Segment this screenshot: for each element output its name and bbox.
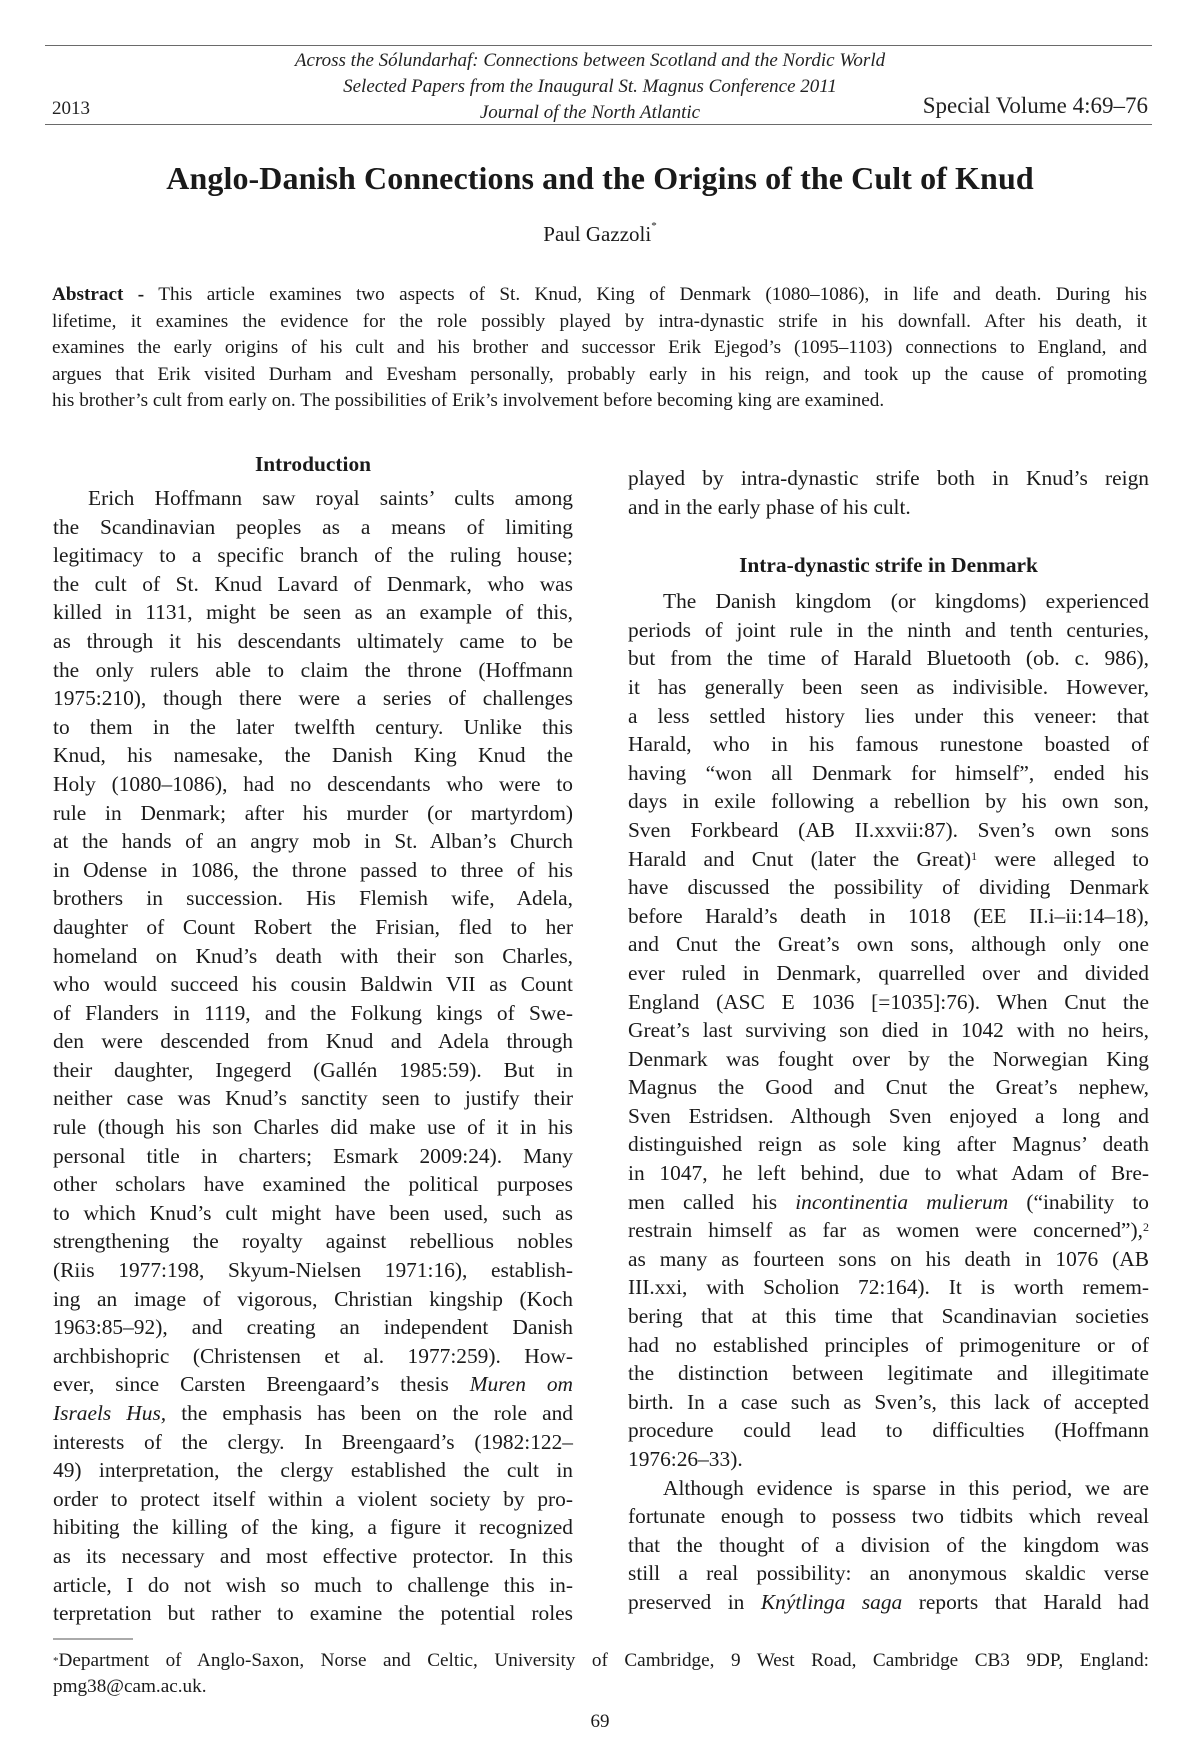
body-line: in 1047, he left behind, due to what Adam of Bre- (628, 1161, 1149, 1186)
body-line: The Danish kingdom (or kingdoms) experienced (663, 589, 1149, 614)
body-line: it has generally been seen as indivisible. However, (628, 674, 1149, 699)
body-line: Denmark was fought over by the Norwegian King (628, 1046, 1149, 1071)
body-line: procedure could lead to difficulties (Hoffmann (628, 1418, 1149, 1443)
body-line: 49) interpretation, the clergy established the cult in (53, 1458, 573, 1483)
body-line: 1976:26–33). (628, 1447, 743, 1471)
body-line: a less settled history lies under this veneer: that (628, 703, 1149, 728)
body-line: the Scandinavian peoples as a means of limiting (53, 514, 573, 539)
italic-saga-title: Knýtlinga saga (760, 1589, 903, 1614)
right-column (628, 464, 1149, 1617)
body-line: 1975:210), though there were a series of challenges (53, 686, 573, 711)
body-line: in Odense in 1086, the throne passed to three of his (53, 857, 573, 882)
body-line: neither case was Knud’s sanctity seen to justify their (53, 1086, 573, 1111)
footnote-mark: * (53, 1655, 59, 1667)
body-line: but from the time of Harald Bluetooth (ob. c. 986), (628, 646, 1149, 671)
body-line: III.xxi, with Scholion 72:164). It is worth remem- (628, 1275, 1149, 1300)
footnote-ref-2[interactable]: 2 (1143, 1220, 1149, 1235)
body-line: before Harald’s death in 1018 (EE II.i–ii:14–18), (628, 903, 1149, 928)
volume-pages: Special Volume 4:69–76 (922, 93, 1148, 118)
body-line: fortunate enough to possess two tidbits which reveal (628, 1504, 1149, 1529)
section-heading-introduction: Introduction (254, 452, 372, 476)
body-line: homeland on Knud’s death with their son Charles, (53, 943, 573, 968)
body-line: England (ASC E 1036 [=1035]:76). When Cnut the (628, 989, 1149, 1014)
body-line: (Riis 1977:198, Skyum-Nielsen 1971:16), establish- (53, 1258, 573, 1283)
body-line: the cult of St. Knud Lavard of Denmark, who was (53, 571, 573, 596)
body-line: the distinction between legitimate and illegitimate (628, 1361, 1149, 1386)
conference-subtitle: Selected Papers from the Inaugural St. Magnus Conference 2011 (343, 76, 837, 97)
italic-latin-phrase: incontinentia mulierum (795, 1189, 1009, 1214)
body-line: preserved in Knýtlinga saga reports that Harald had (628, 1589, 1149, 1614)
body-line: have discussed the possibility of dividing Denmark (628, 875, 1149, 900)
body-line: Erich Hoffmann saw royal saints’ cults among (88, 486, 573, 510)
body-line: days in exile following a rebellion by his own son, (628, 789, 1149, 814)
body-line: as many as fourteen sons on his death in 1076 (AB (628, 1246, 1149, 1271)
body-line: men called his incontinentia mulierum (“inability to (628, 1189, 1149, 1214)
body-line: that the thought of a division of the kingdom was (628, 1532, 1149, 1557)
body-line: Sven Forkbeard (AB II.xxvii:87). Sven’s own sons (628, 817, 1149, 842)
body-line: Knud, his namesake, the Danish King Knud the (53, 743, 573, 768)
body-line: Harald, who in his famous runestone boasted of (628, 732, 1149, 757)
series-title: Across the Sólundarhaf: Connections between Scotland and the Nordic World (294, 50, 886, 71)
body-line: archbishopric (Christensen et al. 1977:259). How- (53, 1343, 573, 1368)
section-heading-intra-dynastic-strife: Intra-dynastic strife in Denmark (739, 553, 1038, 578)
body-line: of Flanders in 1119, and the Folkung kings of Swe- (53, 1000, 573, 1025)
body-line: and Cnut the Great’s own sons, although only one (628, 932, 1149, 957)
italic-thesis-title: Muren om (469, 1372, 573, 1397)
footnote-email[interactable]: pmg38@cam.ac.uk. (53, 1676, 207, 1697)
body-line: Sven Estridsen. Although Sven enjoyed a long and (628, 1103, 1149, 1128)
body-line: terpretation but rather to examine the potential roles (53, 1601, 573, 1626)
abstract-line: argues that Erik visited Durham and Evesham personally, probably early in his reign, and took up the cause of promoting (52, 363, 1147, 385)
body-line: hibiting the killing of the king, a figure it recognized (53, 1515, 573, 1540)
body-line: as through it his descendants ultimately came to be (53, 628, 573, 653)
author-affiliation-footnote (53, 1648, 1149, 1700)
body-line: who would succeed his cousin Baldwin VII as Count (53, 972, 573, 997)
italic-thesis-title: Israels Hus, (53, 1401, 167, 1425)
body-line: Magnus the Good and Cnut the Great’s nephew, (628, 1075, 1149, 1100)
body-line: article, I do not wish so much to challenge this in- (53, 1572, 573, 1597)
body-line: Great’s last surviving son died in 1042 with no heirs, (628, 1018, 1149, 1043)
body-line: order to protect itself within a violent society by pro- (53, 1486, 573, 1511)
body-line: had no established principles of primogeniture or of (628, 1332, 1149, 1357)
body-line: Although evidence is sparse in this period, we are (663, 1475, 1149, 1500)
running-header (200, 48, 980, 126)
footnote-ref-1[interactable]: 1 (971, 848, 978, 863)
body-line: other scholars have examined the political purposes (53, 1172, 573, 1197)
body-line: their daughter, Ingegerd (Gallén 1985:59). But in (53, 1057, 573, 1082)
body-line: brothers in succession. His Flemish wife, Adela, (53, 886, 573, 911)
body-line: at the hands of an angry mob in St. Alban’s Church (53, 829, 573, 854)
author-name: Paul Gazzoli (543, 222, 652, 246)
body-line: still a real possibility: an anonymous skaldic verse (628, 1561, 1149, 1586)
author-line (0, 222, 1200, 247)
header-rule-top (45, 45, 1152, 46)
body-line: to them in the later twelfth century. Unlike this (53, 714, 573, 739)
body-line: Harald and Cnut (later the Great)$^1$ were alleged to (628, 846, 1149, 871)
left-column (53, 450, 573, 1628)
body-line: bering that at this time that Scandinavian societies (628, 1304, 1149, 1329)
page-number: 69 (590, 1711, 610, 1732)
body-line: ever, since Carsten Breengaard’s thesis Muren om (53, 1372, 573, 1397)
body-line: ing an image of vigorous, Christian kingship (Koch (53, 1286, 573, 1311)
body-line: the only rulers able to claim the throne (Hoffmann (53, 657, 573, 682)
footnote-line: *Department of Anglo-Saxon, Norse and Celtic, University of Cambridge, 9 West Road, Cambridge CB3 9DP, England: (53, 1650, 1149, 1671)
abstract-line: his brother’s cult from early on. The possibilities of Erik’s involvement before becoming king are examined. (52, 390, 885, 411)
body-line: daughter of Count Robert the Frisian, fled to her (53, 914, 573, 939)
body-line: rule (though his son Charles did make use of it in his (53, 1115, 573, 1140)
abstract-line: Abstract - This article examines two aspects of St. Knud, King of Denmark (1080–1086), in life and death. During his (52, 284, 1147, 305)
body-line: 1963:85–92), and creating an independent Danish (53, 1315, 573, 1340)
body-line: Holy (1080–1086), had no descendants who were to (53, 771, 573, 796)
author-footnote-mark: * (651, 220, 657, 232)
body-line: ever ruled in Denmark, quarrelled over and divided (628, 960, 1149, 985)
body-line: and in the early phase of his cult. (628, 494, 911, 519)
body-line: birth. In a case such as Sven’s, this lack of accepted (628, 1389, 1149, 1414)
body-line: den were descended from Knud and Adela through (53, 1029, 573, 1054)
body-line: distinguished reign as sole king after Magnus’ death (628, 1132, 1149, 1157)
body-line: legitimacy to a specific branch of the ruling house; (53, 543, 573, 568)
footnote-separator (53, 1638, 133, 1640)
body-line: killed in 1131, might be seen as an example of this, (53, 600, 573, 625)
body-line: to which Knud’s cult might have been used, such as (53, 1200, 573, 1225)
body-line: Israels Hus, the emphasis has been on the role and (53, 1401, 573, 1425)
publication-year: 2013 (52, 98, 90, 119)
abstract-line: examines the early origins of his cult and his brother and successor Erik Ejegod’s (1095–1103) connections to England, and (52, 337, 1147, 358)
abstract-label: Abstract - (52, 284, 145, 305)
body-line: personal title in charters; Esmark 2009:24). Many (53, 1143, 573, 1168)
abstract-line: lifetime, it examines the evidence for the role possibly played by intra-dynastic strife in his downfall. After his death, it (52, 310, 1147, 332)
body-line: rule in Denmark; after his murder (or martyrdom) (53, 800, 573, 825)
abstract (52, 282, 1147, 415)
body-line: having “won all Denmark for himself”, ended his (628, 760, 1149, 785)
body-line: interests of the clergy. In Breengaard’s (1982:122– (53, 1429, 573, 1454)
journal-name: Journal of the North Atlantic (479, 102, 701, 123)
article-title: Anglo-Danish Connections and the Origins of the Cult of Knud (166, 160, 1034, 196)
body-line: as its necessary and most effective protector. In this (53, 1543, 573, 1568)
body-line: restrain himself as far as women were concerned”),$^2$ (628, 1218, 1149, 1243)
body-line: periods of joint rule in the ninth and tenth centuries, (628, 617, 1149, 642)
body-line: played by intra-dynastic strife both in Knud’s reign (628, 466, 1149, 490)
header-rule-bottom (45, 124, 1152, 125)
body-line: strengthening the royalty against rebellious nobles (53, 1229, 573, 1254)
